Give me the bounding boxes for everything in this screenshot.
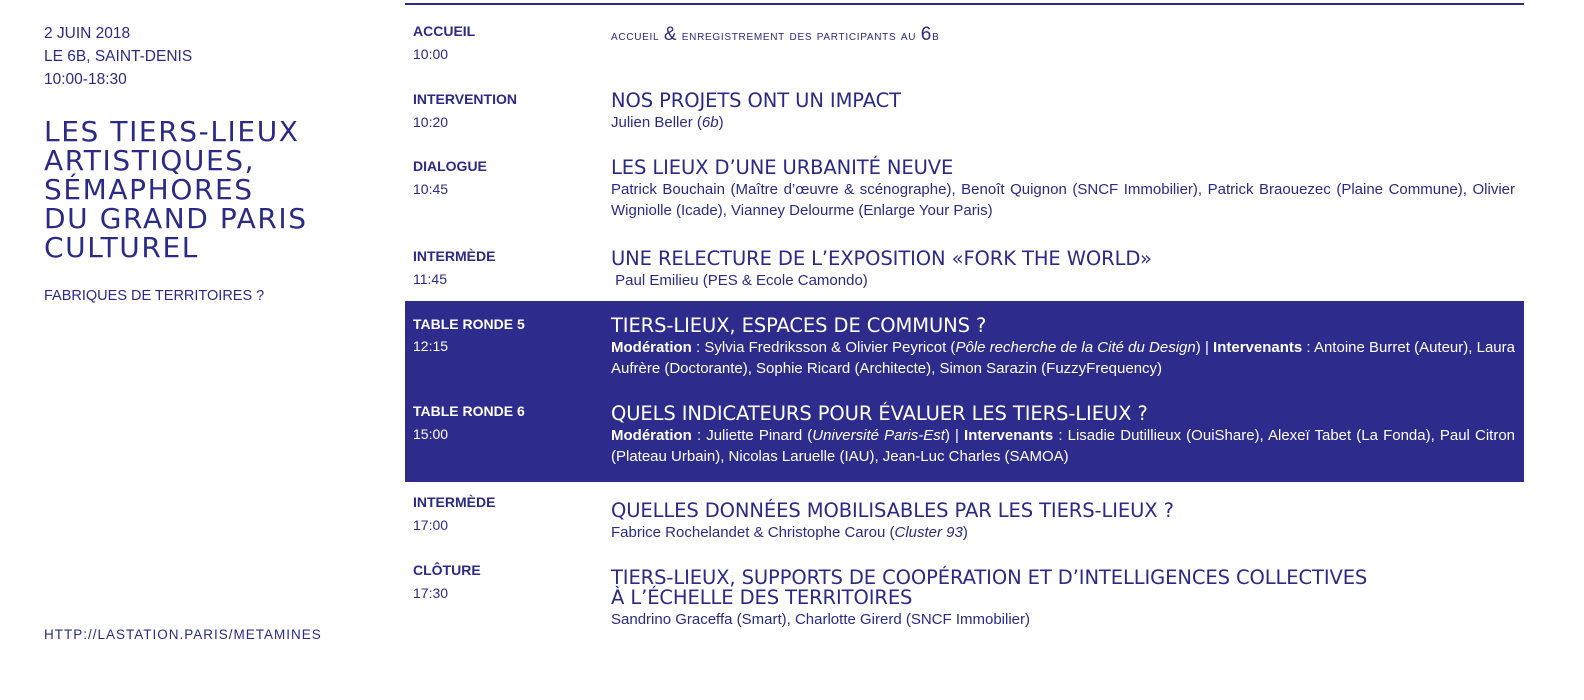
speakers-label: Intervenants [964,427,1054,444]
moderation-label: Modération [611,339,692,356]
schedule-row-table-ronde-6 [405,392,1524,482]
speakers-text: Julien Beller ( [611,114,702,131]
event-sidebar [44,22,374,304]
speakers-affiliation: 6b [701,114,719,131]
session-time: 10:00 [413,46,449,62]
event-url-link[interactable]: HTTP://LASTATION.PARIS/METAMINES [44,627,322,642]
session-time: 12:15 [413,338,449,354]
event-title [44,117,374,262]
moderation-label: Modération [611,427,692,444]
session-category: TABLE RONDE 5 [413,316,525,332]
session-time: 15:00 [413,426,449,442]
session-category: INTERVENTION [413,91,517,107]
session-title: TIERS-LIEUX, ESPACES DE COMMUNS ? [611,314,987,337]
session-category: DIALOGUE [413,158,487,174]
session-time: 11:45 [413,271,447,287]
session-title: NOS PROJETS ONT UN IMPACT [611,89,901,112]
moderation-text: ) | [944,427,965,444]
speakers-text: ) [718,114,724,131]
session-title-ampersand: & [663,24,678,45]
moderation-affiliation: Université Paris-Est [812,427,945,444]
event-meta [44,22,374,91]
moderation-text: : Sylvia Fredriksson & Olivier Peyricot ( [691,339,956,356]
event-title-line: CULTUREL [44,231,199,264]
session-category: TABLE RONDE 6 [413,403,525,419]
session-title [611,24,1515,46]
session-time: 10:20 [413,114,449,130]
session-category: ACCUEIL [413,23,476,39]
session-time: 17:30 [413,585,449,601]
event-title-line: ARTISTIQUES, [44,144,256,177]
session-title-line: À L’ÉCHELLE DES TERRITOIRES [611,586,913,609]
session-category: INTERMÈDE [413,494,496,510]
session-title-part: b [932,27,940,43]
session-title-number: 6 [920,24,933,45]
session-time: 10:45 [413,181,449,197]
session-speakers: Patrick Bouchain (Maître d’œuvre & scénographe), Benoît Quignon (SNCF Immobilier), Patrick Braouezec (Plaine Commune), Olivier Wigniolle (Icade), Vianney Delourme (Enlarge Your Paris) [611,181,1515,219]
schedule-row-accueil [405,20,1524,80]
event-venue: LE 6B, SAINT-DENIS [44,48,193,65]
session-title: LES LIEUX D’UNE URBANITÉ NEUVE [611,156,954,179]
moderation-text: : Juliette Pinard ( [691,427,813,444]
moderation-text: ) | [1195,339,1214,356]
speakers-text: Fabrice Rochelandet & Christophe Carou ( [611,524,895,541]
event-date: 2 JUIN 2018 [44,25,131,42]
event-title-line: LES TIERS-LIEUX [44,115,300,148]
schedule-row-cloture [405,559,1524,649]
session-title: UNE RELECTURE DE L’EXPOSITION «FORK THE WORLD» [611,247,1152,270]
session-category: CLÔTURE [413,562,481,578]
session-title: QUELS INDICATEURS POUR ÉVALUER LES TIERS-LIEUX ? [611,402,1148,425]
moderation-affiliation: Pôle recherche de la Cité du Design [955,339,1196,356]
speakers-affiliation: Cluster 93 [894,524,963,541]
schedule-row-table-ronde-5 [405,301,1524,392]
session-speakers [611,522,1515,543]
session-title: QUELLES DONNÉES MOBILISABLES PAR LES TIERS-LIEUX ? [611,499,1174,522]
event-subtitle: FABRIQUES DE TERRITOIRES ? [44,288,265,304]
speakers-text: : Lisadie Dutillieux (OuiShare), Alexeï Tabet (La Fonda), Paul Citron (Plateau Urbain), Nicolas Laruelle (IAU), Jean-Luc Charles (SAMOA) [611,427,1515,465]
schedule-row-intermede-2 [405,491,1524,551]
schedule-row-dialogue [405,155,1524,230]
session-speakers [611,112,1515,133]
event-title-line: SÉMAPHORES [44,173,254,206]
session-title [611,568,1515,608]
session-time: 17:00 [413,517,449,533]
session-title-part: enregistrement des participants au [677,27,921,43]
top-rule [405,3,1524,5]
session-category: INTERMÈDE [413,248,496,264]
speakers-label: Intervenants [1213,339,1303,356]
session-title-line: TIERS-LIEUX, SUPPORTS DE COOPÉRATION ET D’INTELLIGENCES COLLECTIVES [611,566,1368,589]
session-title-part: accueil [611,27,664,43]
session-speakers [611,337,1515,379]
session-speakers [611,425,1515,467]
schedule-row-intervention [405,88,1524,138]
speakers-text: ) [962,524,968,541]
event-title-line: DU GRAND PARIS [44,202,308,235]
event-hours: 10:00-18:30 [44,71,127,88]
session-speakers: Sandrino Graceffa (Smart), Charlotte Girerd (SNCF Immobilier) [611,611,1031,628]
session-speakers: Paul Emilieu (PES & Ecole Camondo) [611,272,868,289]
speakers-text: : Antoine Burret (Auteur), Laura Aufrère (Doctorante), Sophie Ricard (Architecte), Simon Sarazin (FuzzyFrequency) [611,339,1515,377]
schedule-row-intermede [405,245,1524,297]
